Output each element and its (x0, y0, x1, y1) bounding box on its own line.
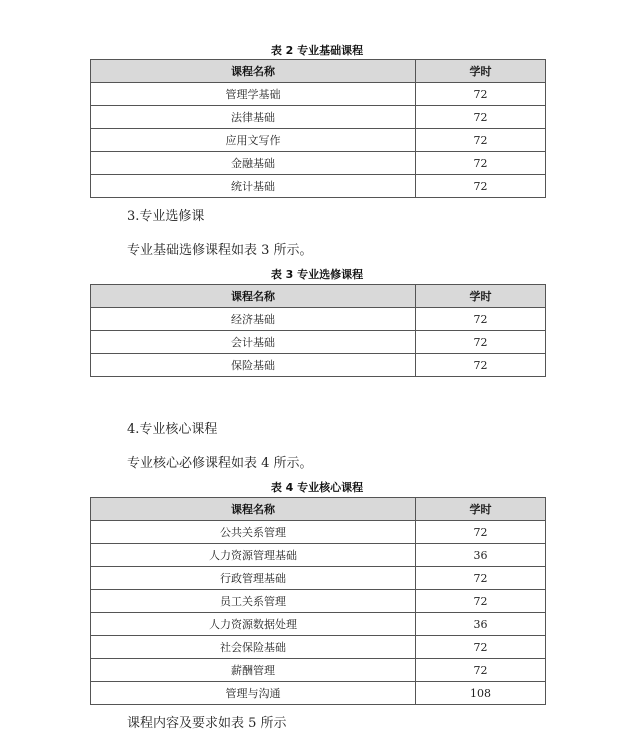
hours-cell: 72 (416, 636, 546, 659)
course-name-cell: 员工关系管理 (91, 590, 416, 613)
table-row (91, 613, 546, 636)
table3-header-course: 课程名称 (91, 285, 416, 308)
hours-cell: 72 (416, 308, 546, 331)
hours-cell: 72 (416, 567, 546, 590)
table3-header-hours: 学时 (416, 285, 546, 308)
table2-header-hours: 学时 (416, 60, 546, 83)
hours-cell: 72 (416, 354, 546, 377)
table3-caption: 表 3 专业选修课程 (270, 268, 364, 281)
section4-heading: 4.专业核心课程 (127, 422, 218, 437)
course-name-cell: 保险基础 (91, 354, 416, 377)
hours-cell: 72 (416, 590, 546, 613)
hours-cell: 72 (416, 152, 546, 175)
table4-header-course: 课程名称 (91, 498, 416, 521)
course-name-cell: 法律基础 (91, 106, 416, 129)
table-row (91, 83, 546, 106)
table-row (91, 521, 546, 544)
table4-header-row (91, 498, 546, 521)
course-name-cell: 管理学基础 (91, 83, 416, 106)
hours-cell: 72 (416, 659, 546, 682)
course-name-cell: 薪酬管理 (91, 659, 416, 682)
hours-cell: 36 (416, 544, 546, 567)
hours-cell: 72 (416, 129, 546, 152)
course-name-cell: 公共关系管理 (91, 521, 416, 544)
hours-cell: 72 (416, 106, 546, 129)
course-name-cell: 行政管理基础 (91, 567, 416, 590)
table-row (91, 175, 546, 198)
course-name-cell: 管理与沟通 (91, 682, 416, 705)
section4-intro: 专业核心必修课程如表 4 所示。 (127, 456, 313, 471)
table-row (91, 152, 546, 175)
footer-text: 课程内容及要求如表 5 所示 (127, 716, 287, 731)
hours-cell: 72 (416, 521, 546, 544)
table4-caption: 表 4 专业核心课程 (270, 481, 364, 494)
table-row (91, 308, 546, 331)
table-row (91, 567, 546, 590)
table3-header-row (91, 285, 546, 308)
table3 (90, 284, 546, 377)
course-name-cell: 人力资源管理基础 (91, 544, 416, 567)
course-name-cell: 社会保险基础 (91, 636, 416, 659)
course-name-cell: 会计基础 (91, 331, 416, 354)
table-row (91, 331, 546, 354)
section3-heading: 3.专业选修课 (127, 209, 205, 224)
hours-cell: 72 (416, 83, 546, 106)
course-name-cell: 应用文写作 (91, 129, 416, 152)
course-name-cell: 统计基础 (91, 175, 416, 198)
table2-header-row (91, 60, 546, 83)
hours-cell: 108 (416, 682, 546, 705)
table-row (91, 636, 546, 659)
course-name-cell: 人力资源数据处理 (91, 613, 416, 636)
hours-cell: 72 (416, 331, 546, 354)
table-row (91, 129, 546, 152)
table-row (91, 590, 546, 613)
table-row (91, 106, 546, 129)
table-row (91, 682, 546, 705)
course-name-cell: 金融基础 (91, 152, 416, 175)
section3-intro: 专业基础选修课程如表 3 所示。 (127, 243, 313, 258)
hours-cell: 72 (416, 175, 546, 198)
table4 (90, 497, 546, 705)
table-row (91, 544, 546, 567)
table-row (91, 354, 546, 377)
course-name-cell: 经济基础 (91, 308, 416, 331)
hours-cell: 36 (416, 613, 546, 636)
table2 (90, 59, 546, 198)
table2-header-course: 课程名称 (91, 60, 416, 83)
table2-caption: 表 2 专业基础课程 (270, 44, 364, 57)
table-row (91, 659, 546, 682)
table4-header-hours: 学时 (416, 498, 546, 521)
